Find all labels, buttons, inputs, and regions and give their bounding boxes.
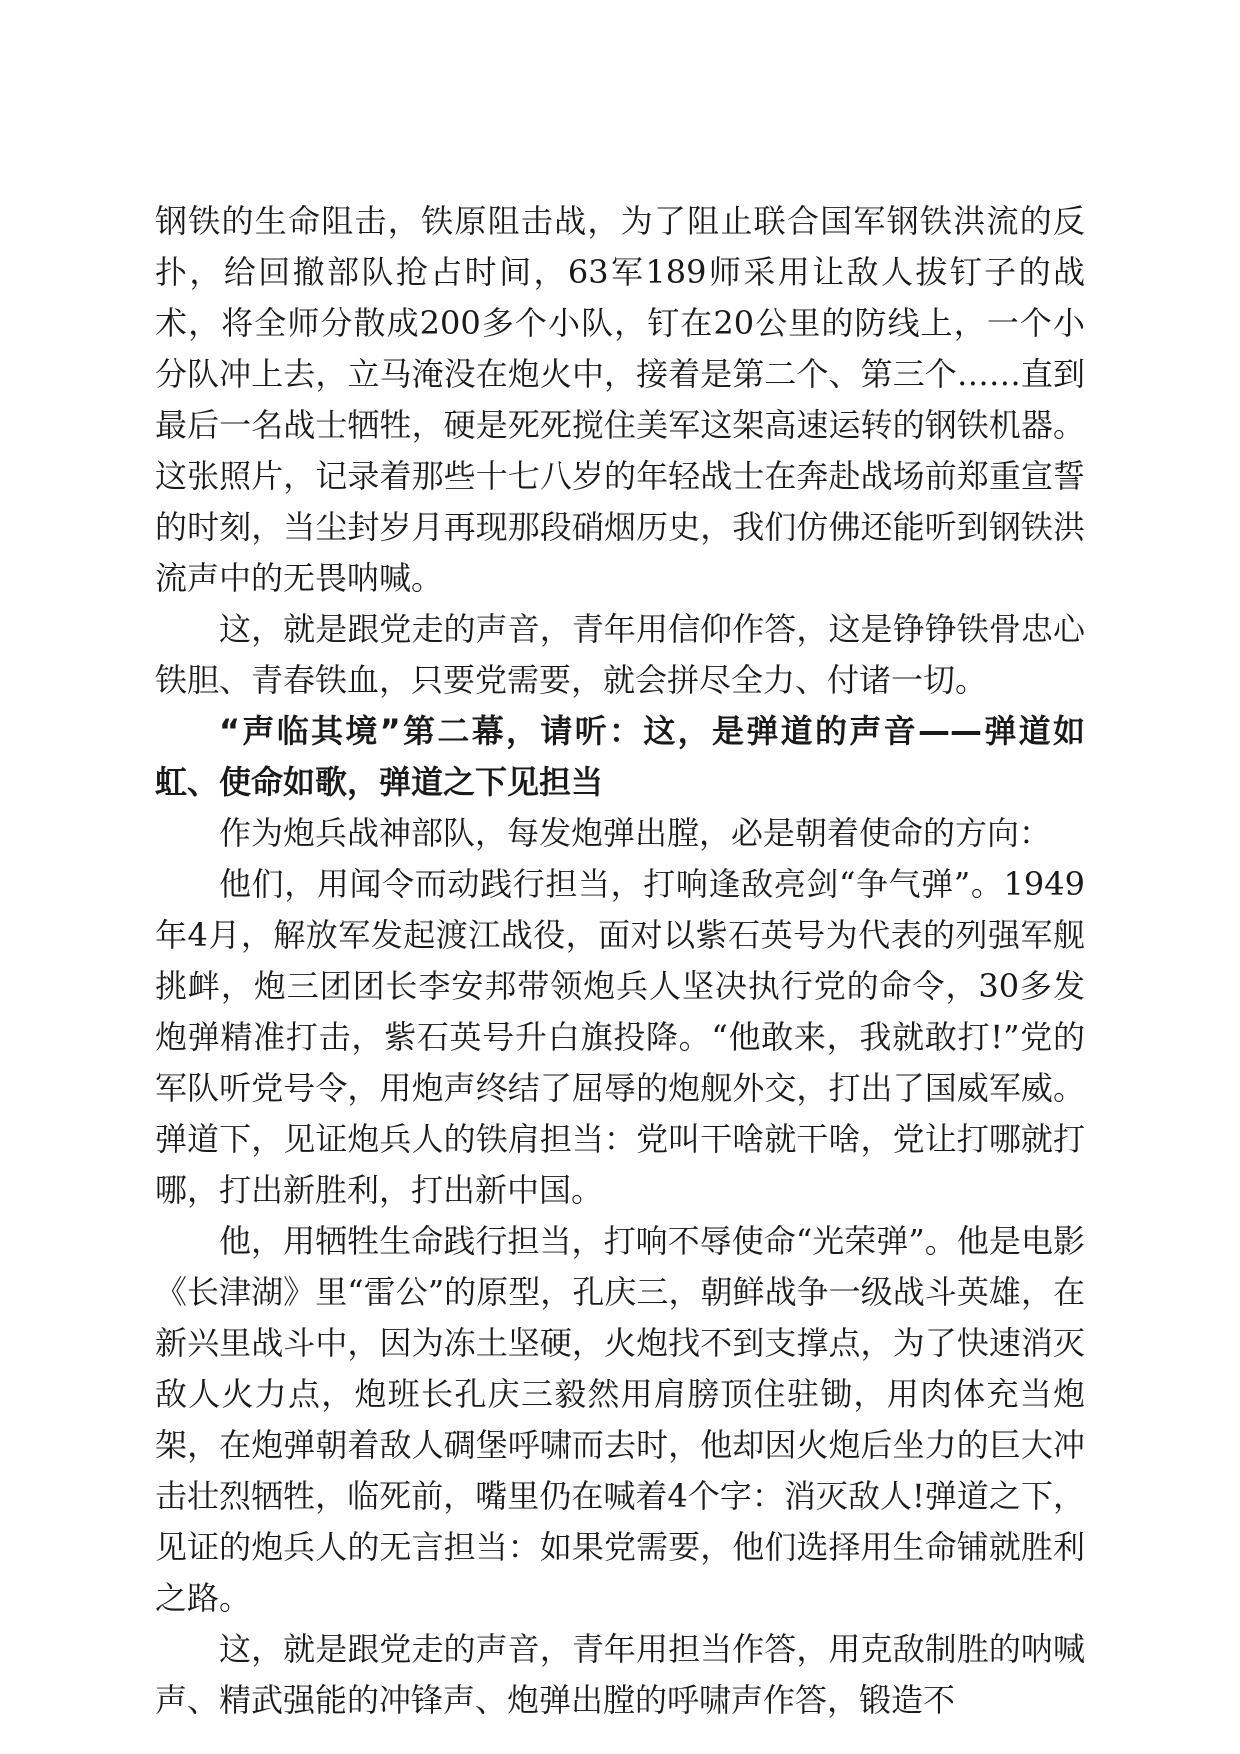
paragraph-faith-answer: 这，就是跟党走的声音，青年用信仰作答，这是铮铮铁骨忠心铁胆、青春铁血，只要党需要，就会拼尽全力、付诸一切。: [155, 610, 1085, 699]
paragraph-responsibility-answer: 这，就是跟党走的声音，青年用担当作答，用克敌制胜的呐喊声、精武强能的冲锋声、炮弹出膛的呼啸声作答，锻造不: [155, 1630, 1085, 1719]
section-heading-act-two: “声临其境”第二幕，请听：这，是弹道的声音——弹道如虹、使命如歌，弹道之下见担当: [155, 712, 1085, 801]
document-body: [155, 196, 1085, 1726]
paragraph-artillery-intro: 作为炮兵战神部队，每发炮弹出膛，必是朝着使命的方向：: [219, 814, 1052, 852]
paragraph-tieyuan-battle: 钢铁的生命阻击，铁原阻击战，为了阻止联合国军钢铁洪流的反扑，给回撤部队抢占时间，63军189师采用让敌人拔钉子的战术，将全师分散成200多个小队，钉在20公里的防线上，一个小分队冲上去，立马淹没在炮火中，接着是第二个、第三个……直到最后一名战士牺牲，硬是死死搅住美军这架高速运转的钢铁机器。这张照片，记录着那些十七八岁的年轻战士在奔赴战场前郑重宣誓的时刻，当尘封岁月再现那段硝烟历史，我们仿佛还能听到钢铁洪流声中的无畏呐喊。: [155, 202, 1085, 597]
paragraph-amethyst-incident: 他们，用闻令而动践行担当，打响逢敌亮剑“争气弹”。1949年4月，解放军发起渡江战役，面对以紫石英号为代表的列强军舰挑衅，炮三团团长李安邦带领炮兵人坚决执行党的命令，30多发炮弹精准打击，紫石英号升白旗投降。“他敢来，我就敢打!”党的军队听党号令，用炮声终结了屈辱的炮舰外交，打出了国威军威。弹道下，见证炮兵人的铁肩担当：党叫干啥就干啥，党让打哪就打哪，打出新胜利，打出新中国。: [155, 865, 1085, 1209]
paragraph-kong-qingsan: 他，用牺牲生命践行担当，打响不辱使命“光荣弹”。他是电影《长津湖》里“雷公”的原型，孔庆三，朝鲜战争一级战斗英雄，在新兴里战斗中，因为冻土坚硬，火炮找不到支撑点，为了快速消灭敌人火力点，炮班长孔庆三毅然用肩膀顶住驻锄，用肉体充当炮架，在炮弹朝着敌人碉堡呼啸而去时，他却因火炮后坐力的巨大冲击壮烈牺牲，临死前，嘴里仍在喊着4个字：消灭敌人!弹道之下，见证的炮兵人的无言担当：如果党需要，他们选择用生命铺就胜利之路。: [155, 1222, 1085, 1617]
